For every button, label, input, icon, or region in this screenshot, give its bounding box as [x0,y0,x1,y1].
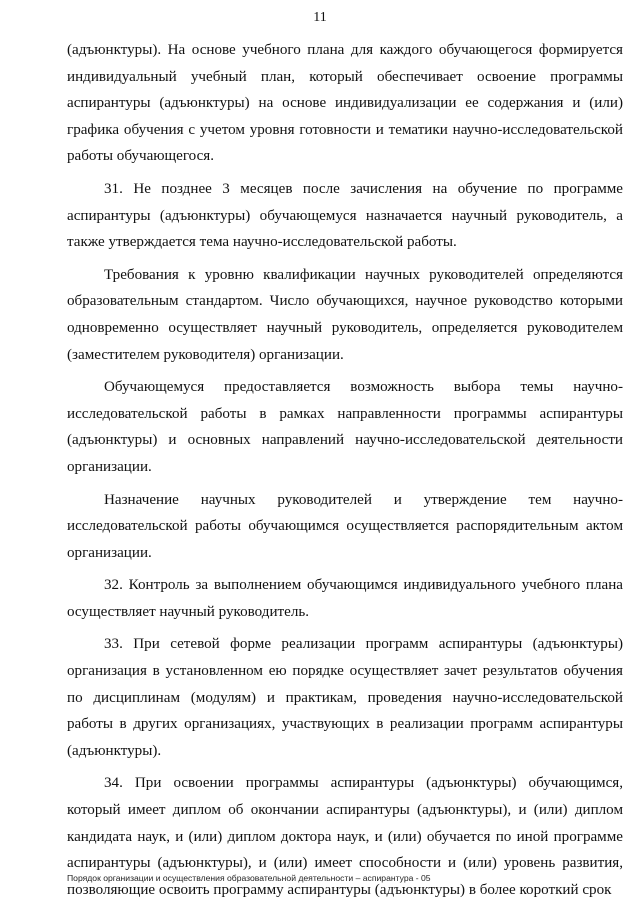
paragraph-continuation: (адъюнктуры). На основе учебного плана для каждого обучающегося формируется индивидуальный учебный план, который обеспечивает освоение программы аспирантуры (адъюнктуры) на основе индивидуализации ее содержания и (или) графика обучения с учетом уровня готовности и тематики научно-исследовательской работы обучающегося. [67,42,623,165]
paragraph-item-32: 32. Контроль за выполнением обучающимся индивидуального учебного плана осуществляет научный руководитель. [67,577,623,620]
document-body [67,37,623,903]
paragraph-appointment: Назначение научных руководителей и утверждение тем научно-исследовательской работы обучающимся осуществляется распорядительным актом организации. [67,491,623,561]
paragraph-item-31: 31. Не позднее 3 месяцев после зачисления на обучение по программе аспирантуры (адъюнктуры) обучающемуся назначается научный руководитель, а также утверждается тема научно-исследовательской работы. [67,180,623,251]
page-number: 11 [313,10,327,25]
paragraph-supervisor-requirements: Требования к уровню квалификации научных руководителей определяются образовательным стандартом. Число обучающихся, научное руководство которыми одновременно осуществляет научный руководитель, определяется руководителем (заместителем руководителя) организации. [67,266,623,363]
paragraph-item-33: 33. При сетевой форме реализации программ аспирантуры (адъюнктуры) организация в установленном ею порядке осуществляет зачет результатов обучения по дисциплинам (модулям) и практикам, проведения научно-исследовательской работы в других организациях, участвующих в реализации программ аспирантуры (адъюнктуры). [67,636,623,759]
paragraph-topic-choice: Обучающемуся предоставляется возможность выбора темы научно-исследовательской работы в рамках направленности программы аспирантуры (адъюнктуры) и основных направлений научно-исследовательской деятельности организации. [67,379,623,475]
page-footer: Порядок организации и осуществления образовательной деятельности – аспирантура - 05 [67,873,431,883]
paragraph-item-34: 34. При освоении программы аспирантуры (адъюнктуры) обучающимся, который имеет диплом об окончании аспирантуры (адъюнктуры), и (или) диплом кандидата наук, и (или) диплом доктора наук, и (или) обучается по иной программе аспирантуры (адъюнктуры), и (или) имеет способности и (или) уровень развития, позволяющие освоить программу аспирантуры (адъюнктуры) в более короткий срок [67,775,623,898]
